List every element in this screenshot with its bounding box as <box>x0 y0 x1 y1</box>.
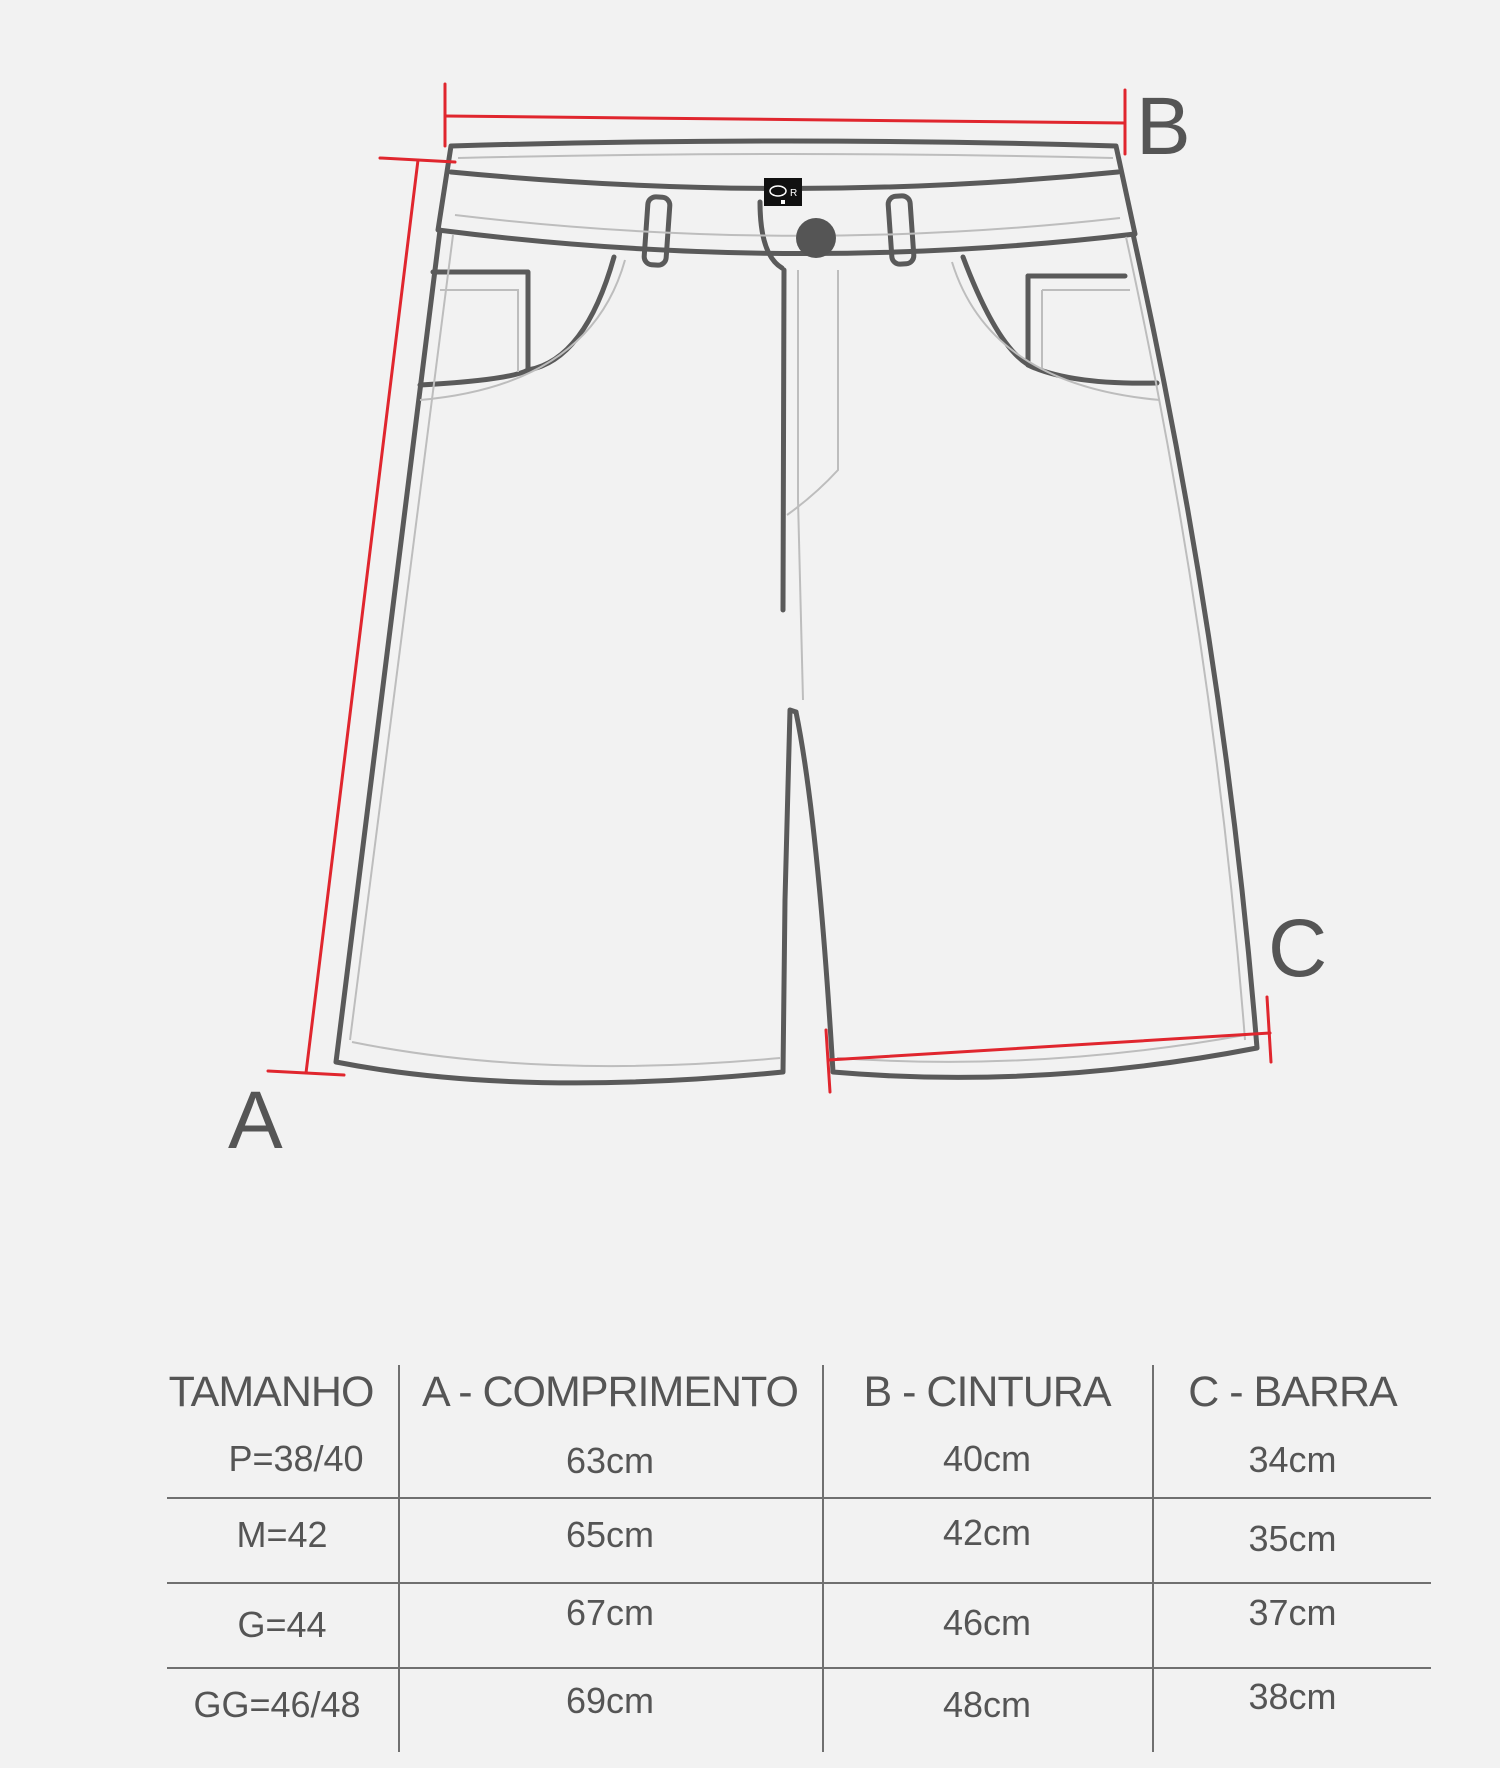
table-header-row <box>167 1360 1431 1430</box>
cell-hem: 34cm <box>1248 1439 1337 1480</box>
cell-waist: 48cm <box>942 1684 1032 1725</box>
cell-length: 67cm <box>565 1592 655 1633</box>
header-comprimento: A - COMPRIMENTO <box>421 1368 798 1416</box>
header-cintura: B - CINTURA <box>863 1368 1111 1416</box>
cell-hem: 35cm <box>1248 1518 1337 1559</box>
cell-size: G=44 <box>237 1604 327 1645</box>
cell-length: 63cm <box>565 1440 655 1481</box>
brand-tag-icon <box>764 178 802 206</box>
cell-size: GG=46/48 <box>193 1684 361 1725</box>
table-row <box>167 1670 1431 1752</box>
button-icon <box>796 218 836 258</box>
cell-waist: 46cm <box>942 1602 1032 1643</box>
dimension-label-b: B <box>1136 81 1191 172</box>
cell-waist: 42cm <box>942 1512 1032 1553</box>
cell-hem: 38cm <box>1248 1676 1337 1717</box>
header-tamanho: TAMANHO <box>168 1368 374 1416</box>
stitching <box>350 154 1245 1066</box>
cell-hem: 37cm <box>1248 1592 1337 1633</box>
row-divider <box>167 1497 1431 1499</box>
size-table <box>167 1360 1431 1752</box>
dimension-label-a: A <box>228 1075 283 1166</box>
table-row <box>167 1500 1431 1584</box>
cell-length: 69cm <box>565 1680 655 1721</box>
row-divider <box>167 1667 1431 1669</box>
cell-waist: 40cm <box>942 1438 1032 1479</box>
header-barra: C - BARRA <box>1188 1368 1397 1416</box>
table-row <box>167 1584 1431 1668</box>
table-row <box>167 1430 1431 1500</box>
shorts-outline <box>336 141 1257 1083</box>
dimension-label-c: C <box>1268 903 1328 994</box>
svg-text:R: R <box>790 188 798 199</box>
cell-size: M=42 <box>236 1514 328 1555</box>
cell-length: 65cm <box>565 1514 655 1555</box>
cell-size: P=38/40 <box>228 1438 364 1479</box>
